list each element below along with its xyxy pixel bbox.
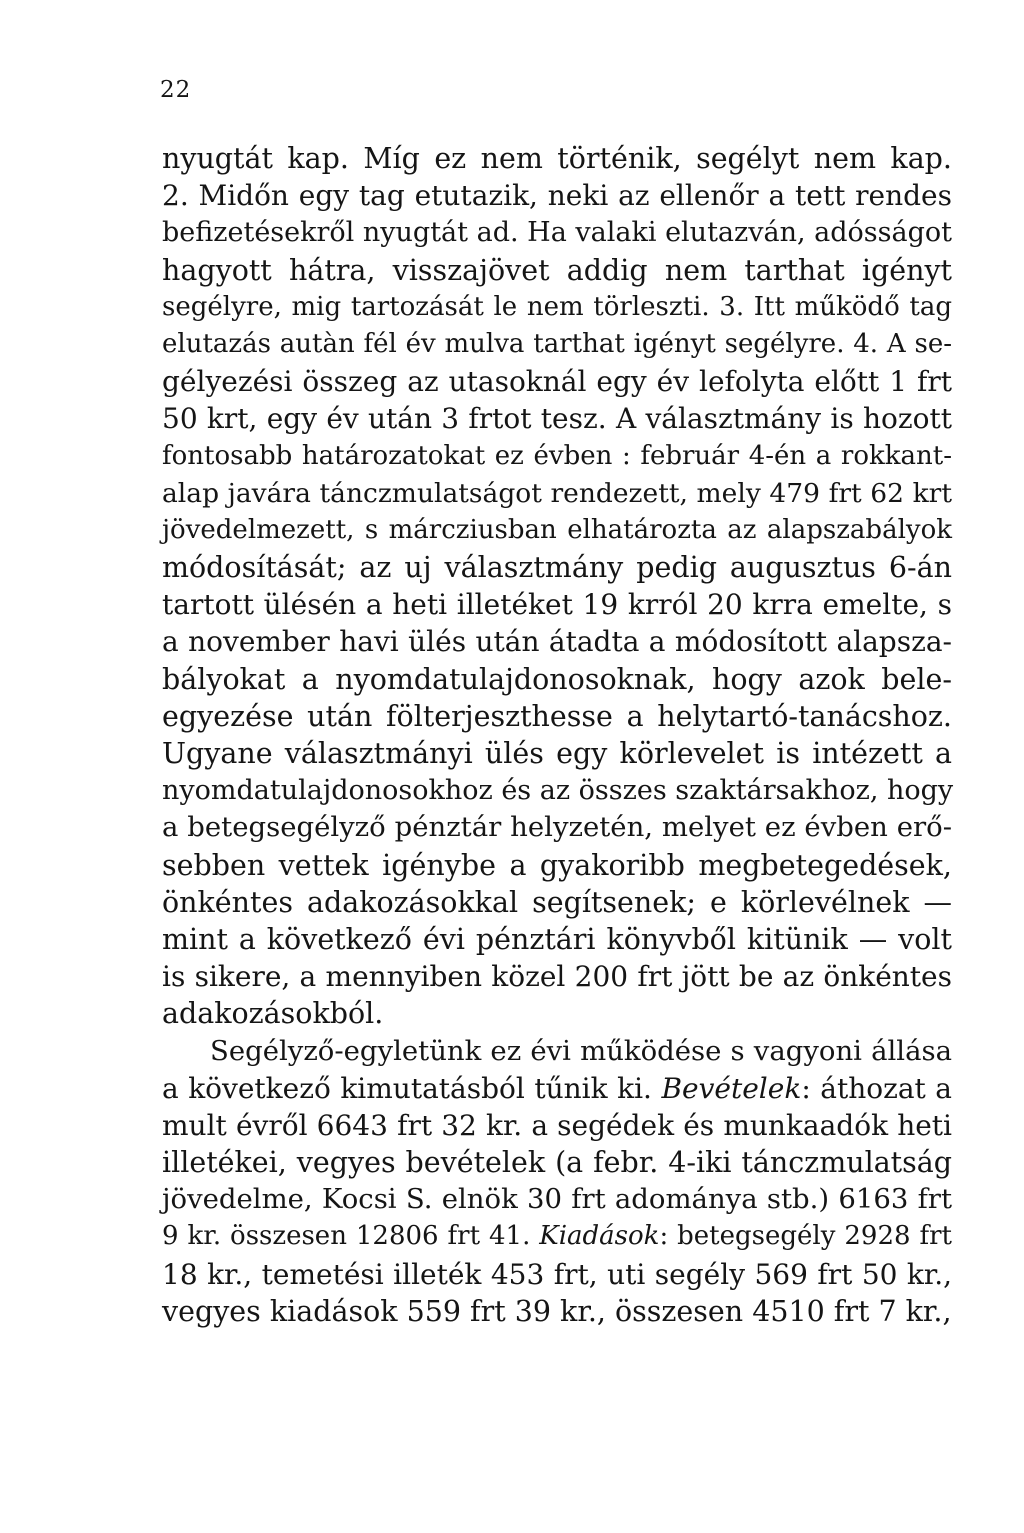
- text-line-content: mint a következő évi pénztári könyvből kitünik — volt: [162, 922, 952, 956]
- text-line: [162, 884, 952, 921]
- text-line: [162, 586, 952, 623]
- text-line: [162, 252, 952, 289]
- text-line: [162, 1033, 952, 1070]
- text-line: [162, 289, 952, 326]
- text-line: [162, 438, 952, 475]
- text-line-content: tartott ülésén a heti illetéket 19 krról 20 krra emelte, s: [162, 588, 952, 622]
- text-line-continuation: : áthozat a: [801, 1071, 953, 1105]
- text-line: [162, 214, 952, 251]
- text-line: [162, 1293, 952, 1330]
- text-line: [162, 512, 952, 549]
- text-line: [162, 772, 952, 809]
- text-line-content: vegyes kiadások 559 frt 39 kr., összesen 4510 frt 7 kr.,: [162, 1294, 952, 1328]
- text-line-content: nyugtát kap. Míg ez nem történik, segélyt nem kap.: [162, 142, 952, 175]
- text-line: [162, 921, 952, 958]
- text-line: [162, 140, 952, 177]
- text-line: [162, 1107, 952, 1144]
- body-text: [162, 140, 952, 1330]
- page-number: 22: [160, 77, 192, 103]
- text-line-content: befizetésekről nyugtát ad. Ha valaki elutazván, adósságot: [162, 217, 952, 249]
- text-line-content: illetékei, vegyes bevételek (a febr. 4-iki tánczmulatság: [162, 1146, 952, 1180]
- text-line-content: 50 krt, egy év után 3 frtot tesz. A választmány is hozott: [162, 402, 952, 436]
- text-line-content: mult évről 6643 frt 32 kr. a segédek és munkaadók heti: [162, 1108, 952, 1142]
- text-line: [162, 1070, 952, 1107]
- text-line-content: a következő kimutatásból tűnik ki.: [162, 1071, 662, 1105]
- text-line-content: elutazás autàn fél év mulva tarthat igényt segélyre. 4. A se-: [162, 328, 952, 359]
- text-line-content: 9 kr. összesen 12806 frt 41.: [162, 1221, 540, 1252]
- text-line: [162, 1144, 952, 1181]
- italic-heading: Bevételek: [661, 1071, 802, 1105]
- text-line-content: nyomdatulajdonosokhoz és az összes szaktársakhoz, hogy: [162, 775, 954, 807]
- text-line-content: Segélyző-egyletünk ez évi működése s vagyoni állása: [210, 1034, 952, 1067]
- italic-heading: Kiadások: [539, 1221, 660, 1252]
- text-line-content: 2. Midőn egy tag etutazik, neki az ellenőr a tett rendes: [162, 179, 952, 213]
- text-line-content: egyezése után fölterjeszthesse a helytartó-tanácshoz.: [162, 699, 952, 733]
- text-line: [162, 400, 952, 437]
- text-line: [162, 549, 952, 586]
- text-line-content: adakozásokból.: [162, 997, 384, 1031]
- text-line-content: hagyott hátra, visszajövet addig nem tarthat igényt: [162, 253, 952, 287]
- text-line-content: önkéntes adakozásokkal segítsenek; e körlevélnek —: [162, 885, 952, 919]
- text-line-content: módosítását; az uj választmány pedig augusztus 6-án: [162, 551, 952, 585]
- text-line: [162, 995, 952, 1032]
- text-line-content: bályokat a nyomdatulajdonosoknak, hogy azok bele-: [162, 662, 952, 696]
- text-line: [162, 1181, 952, 1218]
- text-line-content: is sikere, a mennyiben közel 200 frt jött be az önkéntes: [162, 960, 952, 994]
- text-line: [162, 661, 952, 698]
- text-line-continuation: : betegsegély 2928 frt: [659, 1221, 952, 1252]
- text-line-content: gélyezési összeg az utasoknál egy év lefolyta előtt 1 frt: [162, 365, 952, 399]
- text-line: [162, 698, 952, 735]
- text-line-content: a november havi ülés után átadta a módosított alapsza-: [162, 625, 952, 659]
- text-line: [162, 958, 952, 995]
- text-line: [162, 1256, 952, 1293]
- text-line: [162, 847, 952, 884]
- text-line-content: sebben vettek igénybe a gyakoribb megbetegedések,: [162, 848, 952, 882]
- text-line: [162, 363, 952, 400]
- text-line-content: fontosabb határozatokat ez évben : február 4-én a rokkant-: [162, 440, 952, 471]
- text-line-content: alap javára tánczmulatságot rendezett, mely 479 frt 62 krt: [162, 477, 952, 509]
- text-line: [162, 475, 952, 512]
- text-line-content: a betegsegélyző pénztár helyzetén, melyet ez évben erő-: [162, 811, 952, 844]
- text-line: [162, 809, 952, 846]
- text-line-content: jövedelme, Kocsi S. elnök 30 frt adománya stb.) 6163 frt: [162, 1183, 952, 1216]
- text-line: [162, 177, 952, 214]
- text-line: [162, 623, 952, 660]
- text-line-content: Ugyane választmányi ülés egy körlevelet is intézett a: [162, 737, 952, 770]
- text-line: [162, 735, 952, 772]
- text-line-content: 18 kr., temetési illeték 453 frt, uti segély 569 frt 50 kr.,: [162, 1257, 952, 1291]
- text-line-content: segélyre, mig tartozását le nem törleszti. 3. Itt működő tag: [162, 291, 952, 322]
- text-line: [162, 326, 952, 363]
- text-line-content: jövedelmezett, s márcziusban elhatározta az alapszabályok: [162, 514, 952, 545]
- text-line: [162, 1218, 952, 1255]
